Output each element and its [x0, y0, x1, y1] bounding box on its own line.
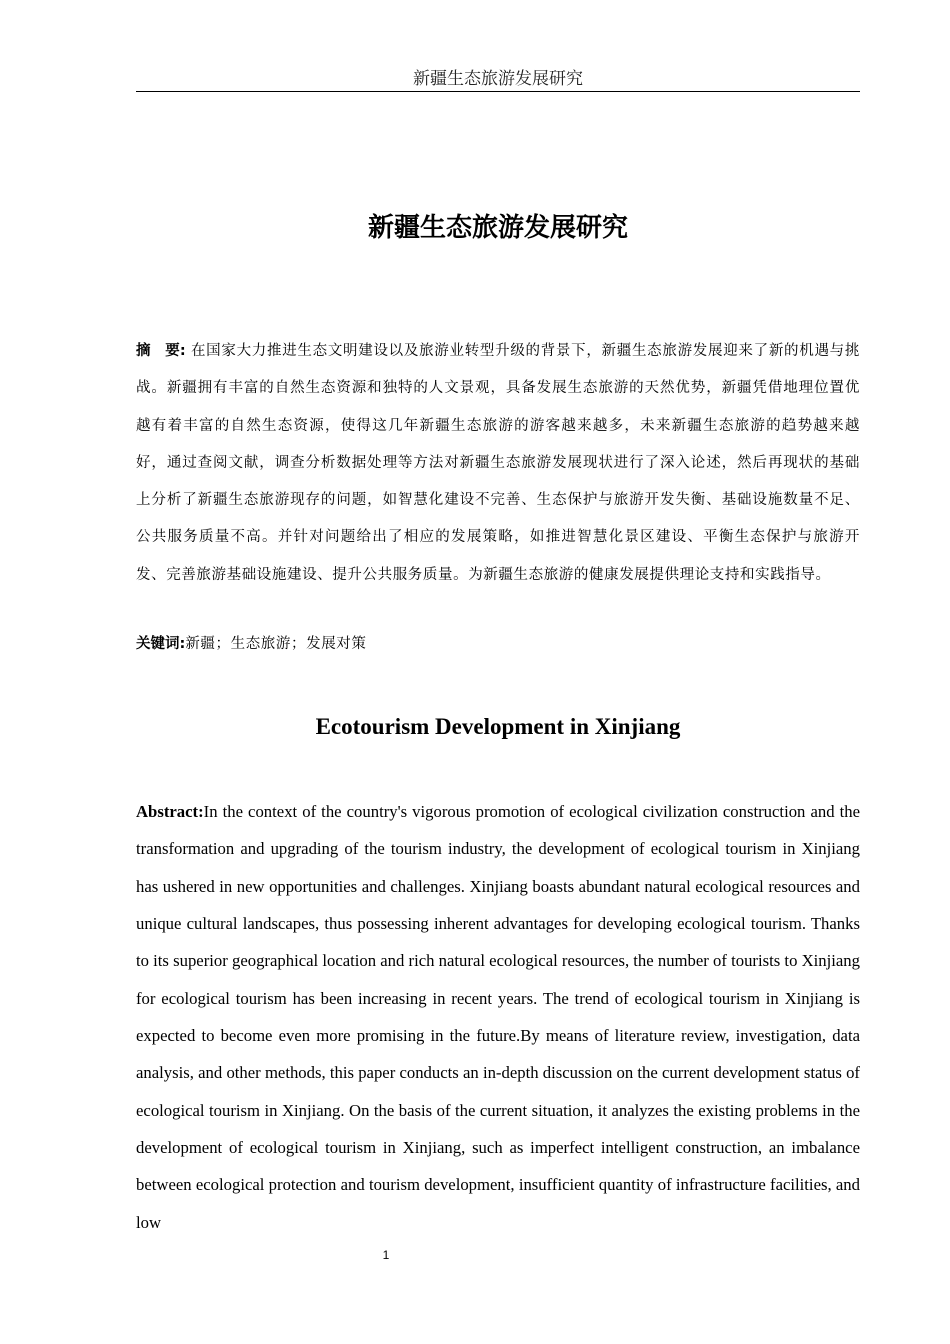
english-abstract-text: In the context of the country's vigorous promotion of ecological civilization construction and the transformation and upgrading of the tourism industry, the development of ecological tourism in Xinjiang has ushered in new opportunities and challenges. Xinjiang boasts abundant natural ecological resources and unique cultural landscapes, thus possessing inherent advantages for developing ecological tourism. Thanks to its superior geographical location and rich natural ecological resources, the number of tourists to Xinjiang for ecological tourism has been increasing in recent years. The trend of ecological tourism in Xinjiang is expected to become even more promising in the future.By means of literature review, investigation, data analysis, and other methods, this paper conducts an in-depth discussion on the current development status of ecological tourism in Xinjiang. On the basis of the current situation, it analyzes the existing problems in the development of ecological tourism in Xinjiang, such as imperfect intelligent construction, an imbalance between ecological protection and tourism development, insufficient quantity of infrastructure facilities, and low — [136, 802, 860, 1232]
english-title: Ecotourism Development in Xinjiang — [315, 714, 681, 739]
chinese-abstract-label: 摘 要: — [136, 343, 186, 359]
chinese-abstract-text: 在国家大力推进生态文明建设以及旅游业转型升级的背景下，新疆生态旅游发展迎来了新的机遇与挑战。新疆拥有丰富的自然生态资源和独特的人文景观，具备发展生态旅游的天然优势，新疆凭借地理位置优越有着丰富的自然生态资源，使得这几年新疆生态旅游的游客越来越多，未来新疆生态旅游的趋势越来越好，通过查阅文献，调查分析数据处理等方法对新疆生态旅游发展现状进行了深入论述，然后再现状的基础上分析了新疆生态旅游现存的问题，如智慧化建设不完善、生态保护与旅游开发失衡、基础设施数量不足、公共服务质量不高。并针对问题给出了相应的发展策略，如推进智慧化景区建设、平衡生态保护与旅游开发、完善旅游基础设施建设、提升公共服务质量。为新疆生态旅游的健康发展提供理论支持和实践指导。 — [136, 343, 860, 583]
english-abstract — [136, 793, 860, 1241]
page-number: 1 — [382, 1248, 390, 1262]
chinese-abstract — [136, 333, 860, 594]
chinese-title: 新疆生态旅游发展研究 — [367, 213, 628, 243]
chinese-keywords — [136, 628, 860, 660]
running-header: 新疆生态旅游发展研究 — [413, 69, 583, 89]
english-abstract-label: Abstract: — [136, 802, 204, 821]
header-rule — [136, 91, 860, 92]
chinese-keywords-text: 新疆；生态旅游；发展对策 — [185, 636, 367, 652]
chinese-keywords-label: 关键词: — [136, 636, 186, 652]
